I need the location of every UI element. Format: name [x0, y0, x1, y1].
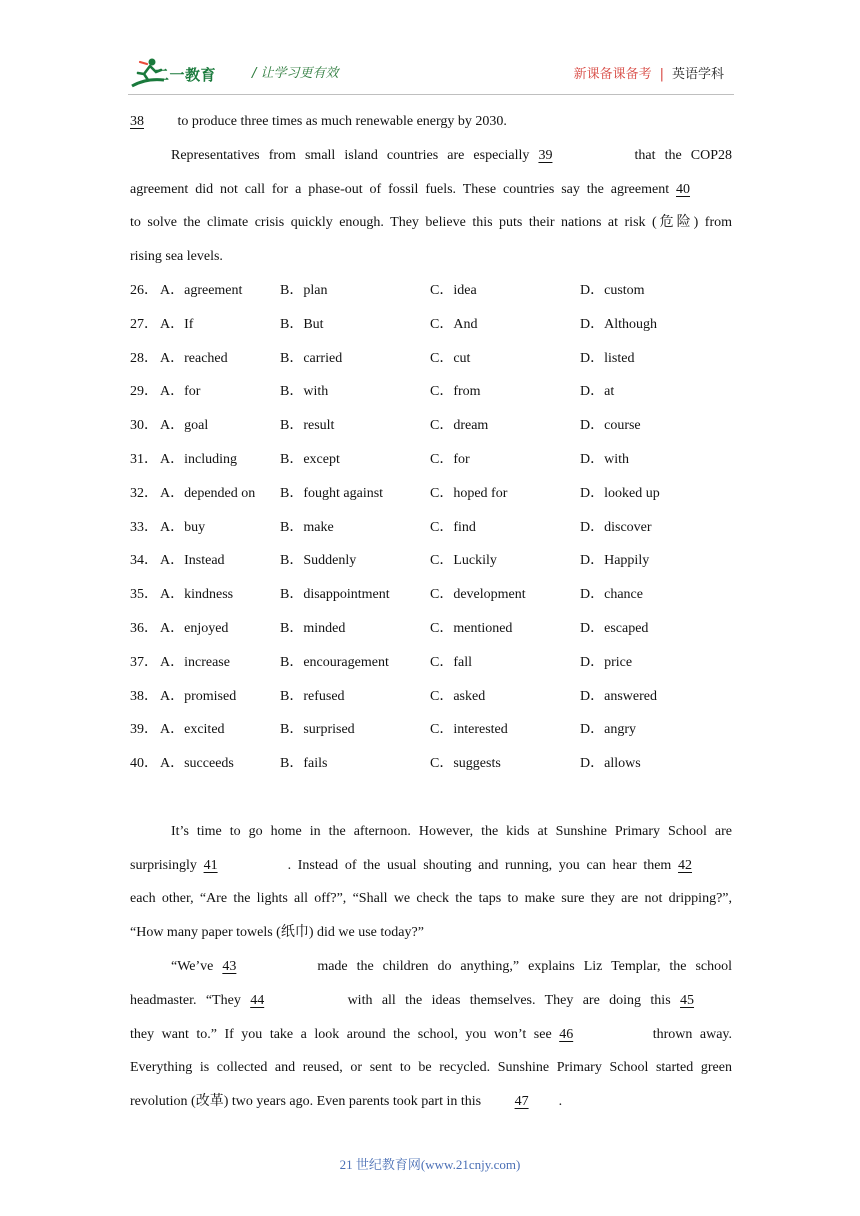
option-c: C．from	[430, 384, 481, 400]
option-a: A．depended on	[160, 485, 256, 501]
blank-39: 39	[538, 147, 553, 163]
logo-text: 二一教育	[154, 66, 217, 84]
section-gap	[130, 781, 732, 815]
passage2-p2-line2	[130, 984, 732, 1018]
blank-42: 42	[678, 857, 693, 873]
option-a: A．including	[160, 451, 237, 467]
header-separator: |	[659, 67, 664, 82]
passage2-p2-line3-post: thrown away.	[652, 1026, 733, 1042]
question-row	[130, 443, 732, 477]
option-b: B．fought against	[280, 485, 384, 501]
question-number: 36．	[130, 620, 158, 636]
passage1-line3-pre: agreement did not call for a phase-out of fossil fuels. These countries say the agreement	[130, 181, 676, 197]
blank-44: 44	[250, 992, 265, 1008]
page-header	[128, 48, 734, 96]
blank-38: 38	[130, 114, 144, 129]
option-c: C．mentioned	[430, 620, 513, 636]
question-row	[130, 578, 732, 612]
option-a: A．buy	[160, 519, 206, 535]
question-number: 40．	[130, 756, 158, 772]
question-row	[130, 375, 732, 409]
question-number: 27．	[130, 316, 158, 332]
passage2-p1-line3: each other, “Are the lights all off?”, “Shall we check the taps to make sure they are not dripping?”,	[130, 891, 732, 907]
option-d: D．at	[580, 384, 615, 400]
passage2-p2-line5-post: .	[558, 1094, 563, 1110]
option-a: A．kindness	[160, 587, 234, 603]
passage1-line2-post: that the COP28	[634, 147, 732, 163]
option-d: D．course	[580, 418, 641, 434]
option-a: A．Instead	[160, 553, 225, 569]
option-a: A．enjoyed	[160, 620, 229, 636]
passage2-p1-line4: “How many paper towels (纸巾) did we use today?”	[130, 925, 424, 941]
passage2-p2-line2-pre: headmaster. “They	[130, 992, 251, 1008]
option-c: C．hoped for	[430, 485, 508, 501]
passage1-line4: to solve the climate crisis quickly enough. They believe this puts their nations at risk (危险) from	[130, 215, 732, 231]
blank-40: 40	[676, 181, 690, 197]
option-a: A．agreement	[160, 282, 243, 298]
option-c: C．development	[430, 587, 526, 603]
option-c: C．And	[430, 316, 478, 332]
question-row	[130, 646, 732, 680]
passage1-line1-text: to produce three times as much renewable energy by 2030.	[174, 114, 507, 129]
option-b: B．carried	[280, 350, 343, 366]
option-d: D．escaped	[580, 620, 649, 636]
option-c: C．dream	[430, 418, 489, 434]
option-d: D．answered	[580, 688, 657, 704]
option-b: B．result	[280, 418, 335, 434]
passage2-p1-line2	[130, 849, 732, 883]
option-d: D．angry	[580, 722, 636, 738]
question-list	[130, 274, 732, 781]
passage2-p1-line2-mid: . Instead of the usual shouting and running, you can hear them	[287, 857, 679, 873]
question-row	[130, 274, 732, 308]
question-number: 38．	[130, 688, 158, 704]
question-row	[130, 308, 732, 342]
passage2-p1-line1: It’s time to go home in the afternoon. However, the kids at Sunshine Primary School are	[171, 823, 732, 839]
blank-41: 41	[203, 857, 218, 873]
option-c: C．cut	[430, 350, 471, 366]
option-c: C．find	[430, 519, 476, 535]
passage2-p2-line3-pre: they want to.” If you take a look around the school, you won’t see	[130, 1026, 560, 1042]
option-b: B．with	[280, 384, 329, 400]
option-c: C．fall	[430, 654, 472, 670]
passage1-line3	[130, 173, 732, 207]
option-c: C．for	[430, 451, 470, 467]
question-number: 28．	[130, 350, 158, 366]
question-number: 30．	[130, 418, 158, 434]
header-right	[574, 63, 724, 82]
option-c: C．asked	[430, 688, 486, 704]
passage2-p2-line1-post: made the children do anything,” explains Liz Templar, the school	[317, 958, 733, 974]
option-d: D．custom	[580, 282, 645, 298]
option-d: D．Although	[580, 316, 657, 332]
question-number: 37．	[130, 654, 158, 670]
slogan: / 让学习更有效	[252, 66, 339, 81]
question-row	[130, 713, 732, 747]
option-b: B．make	[280, 519, 334, 535]
question-number: 34．	[130, 553, 158, 569]
passage2-p2-line1	[130, 950, 732, 984]
passage2-p2-line5	[130, 1085, 732, 1119]
passage2-p1-line2-pre: surprisingly	[130, 857, 204, 873]
blank-43: 43	[222, 958, 237, 974]
option-a: A．If	[160, 316, 194, 332]
option-a: A．succeeds	[160, 756, 234, 772]
blank-45: 45	[680, 992, 695, 1008]
option-c: C．suggests	[430, 756, 501, 772]
question-number: 35．	[130, 587, 158, 603]
question-row	[130, 680, 732, 714]
option-c: C．Luckily	[430, 553, 497, 569]
blank-46: 46	[559, 1026, 574, 1042]
option-b: B．minded	[280, 620, 346, 636]
question-row	[130, 477, 732, 511]
question-number: 31．	[130, 451, 158, 467]
question-row	[130, 342, 732, 376]
option-b: B．But	[280, 316, 324, 332]
header-subject: 英语学科	[671, 67, 724, 82]
question-number: 26．	[130, 282, 158, 298]
option-b: B．plan	[280, 282, 328, 298]
option-a: A．promised	[160, 688, 237, 704]
passage1-line2	[130, 139, 732, 173]
passage1-line2-pre: Representatives from small island countries are especially	[171, 147, 539, 163]
option-b: B．refused	[280, 688, 345, 704]
page-footer: 21 世纪教育网(www.21cnjy.com)	[339, 1157, 521, 1172]
option-d: D．listed	[580, 350, 635, 366]
option-b: B．except	[280, 451, 340, 467]
question-row	[130, 511, 732, 545]
option-d: D．allows	[580, 756, 641, 772]
passage2-p2-line4: Everything is collected and reused, or sent to be recycled. Sunshine Primary School started green	[130, 1060, 732, 1076]
question-number: 29．	[130, 384, 158, 400]
question-number: 39．	[130, 722, 158, 738]
document-body	[130, 105, 732, 1119]
option-b: B．surprised	[280, 722, 355, 738]
passage2-p2-line2-mid: with all the ideas themselves. They are doing this	[347, 992, 681, 1008]
option-d: D．chance	[580, 587, 643, 603]
header-tagline: 新课备课备考	[573, 67, 652, 82]
question-row	[130, 612, 732, 646]
passage2-p2-line1-pre: “We’ve	[171, 958, 223, 974]
option-d: D．price	[580, 654, 633, 670]
question-row	[130, 747, 732, 781]
passage2-p2-line5-pre: revolution (改革) two years ago. Even parents took part in this	[130, 1094, 485, 1110]
option-b: B．fails	[280, 756, 328, 772]
passage1-line1	[130, 105, 732, 139]
passage1-line5: rising sea levels.	[130, 249, 223, 265]
option-c: C．interested	[430, 722, 508, 738]
header-divider	[128, 94, 734, 95]
option-d: D．discover	[580, 519, 652, 535]
option-a: A．reached	[160, 350, 228, 366]
question-number: 32．	[130, 485, 158, 501]
blank-47: 47	[514, 1094, 529, 1110]
logo	[128, 56, 248, 90]
option-d: D．Happily	[580, 553, 650, 569]
option-d: D．with	[580, 451, 629, 467]
option-a: A．increase	[160, 654, 230, 670]
question-row	[130, 409, 732, 443]
option-d: D．looked up	[580, 485, 660, 501]
option-a: A．excited	[160, 722, 225, 738]
option-c: C．idea	[430, 282, 477, 298]
option-b: B．Suddenly	[280, 553, 357, 569]
option-b: B．encouragement	[280, 654, 389, 670]
passage2-p2-line3	[130, 1018, 732, 1052]
question-number: 33．	[130, 519, 158, 535]
option-b: B．disappointment	[280, 587, 390, 603]
option-a: A．for	[160, 384, 201, 400]
option-a: A．goal	[160, 418, 209, 434]
question-row	[130, 544, 732, 578]
